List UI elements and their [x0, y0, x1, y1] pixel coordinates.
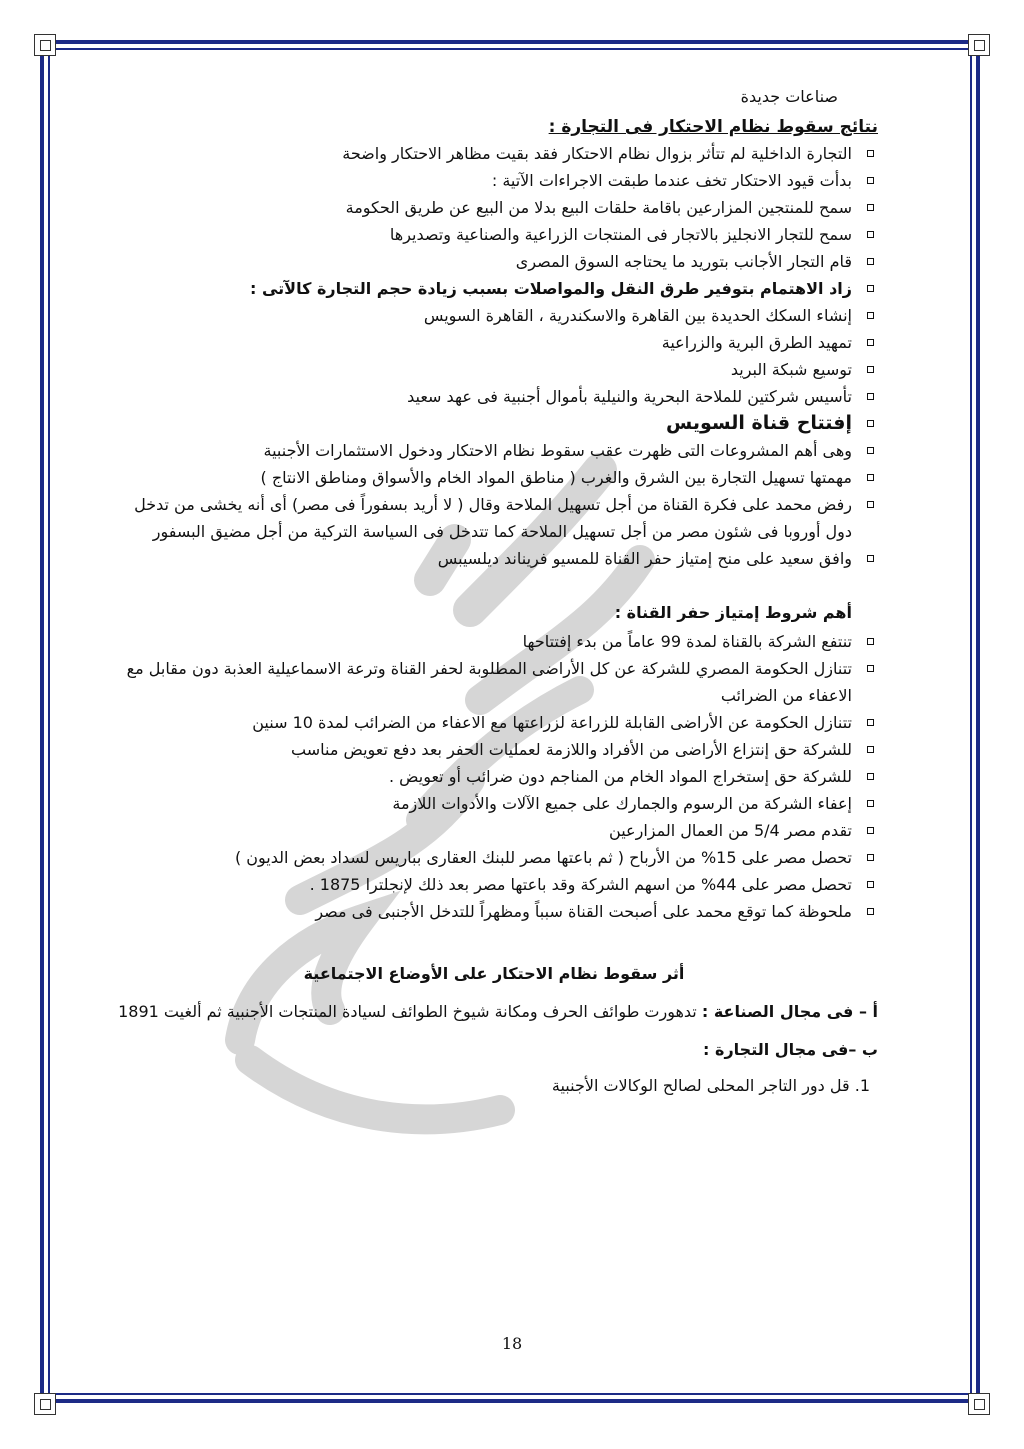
monopoly-results-list	[110, 140, 878, 572]
page-header: صناعات جديدة	[740, 87, 838, 106]
item-number: 1.	[854, 1076, 870, 1095]
list-item: تتنازل الحكومة عن الأراضى القابلة للزراعة لزراعتها مع الاعفاء من الضرائب لمدة 10 سنين	[110, 709, 878, 736]
numbered-item	[110, 1071, 878, 1101]
corner-ornament	[968, 34, 990, 56]
industry-label: أ – فى مجال الصناعة :	[701, 1002, 878, 1021]
corner-ornament	[968, 1393, 990, 1415]
list-item: تنتفع الشركة بالقناة لمدة 99 عاماً من بدء إفتتاحها	[110, 628, 878, 655]
document-body	[110, 80, 878, 1101]
list-item-heading: إفتتاح قناة السويس	[110, 410, 878, 437]
list-item: للشركة حق إستخراج المواد الخام من المناجم دون ضرائب أو تعويض .	[110, 763, 878, 790]
canal-terms-list	[110, 628, 878, 925]
list-item: وافق سعيد على منح إمتياز حفر القناة للمسيو فريناند ديلسيبس	[110, 545, 878, 572]
list-item: وهى أهم المشروعات التى ظهرت عقب سقوط نظام الاحتكار ودخول الاستثمارات الأجنبية	[110, 437, 878, 464]
section-title-monopoly-results: نتائج سقوط نظام الاحتكار فى التجارة :	[548, 117, 878, 137]
corner-ornament	[34, 34, 56, 56]
list-item: التجارة الداخلية لم تتأثر بزوال نظام الاحتكار فقد بقيت مظاهر الاحتكار واضحة	[110, 140, 878, 167]
list-item: بدأت قيود الاحتكار تخف عندما طبقت الاجراءات الآتية :	[110, 167, 878, 194]
section-title-social-effects: أثر سقوط نظام الاحتكار على الأوضاع الاجتماعية	[303, 964, 685, 983]
list-item: تقدم مصر 5/4 من العمال المزارعين	[110, 817, 878, 844]
item-text: قل دور التاجر المحلى لصالح الوكالات الأجنبية	[551, 1076, 850, 1095]
corner-ornament	[34, 1393, 56, 1415]
list-item: إعفاء الشركة من الرسوم والجمارك على جميع الآلات والأدوات اللازمة	[110, 790, 878, 817]
page-number: 18	[501, 1334, 523, 1353]
list-item: تمهيد الطرق البرية والزراعية	[110, 329, 878, 356]
list-item: تحصل مصر على 44% من اسهم الشركة وقد باعتها مصر بعد ذلك لإنجلترا 1875 .	[110, 871, 878, 898]
list-item: تتنازل الحكومة المصري للشركة عن كل الأراضى المطلوبة لحفر القناة وترعة الاسماعيلية العذبة دون مقابل مع الاعفاء من الضرائب	[110, 655, 878, 709]
list-item: قام التجار الأجانب بتوريد ما يحتاجه السوق المصرى	[110, 248, 878, 275]
industry-text: تدهورت طوائف الحرف ومكانة شيوخ الطوائف لسيادة المنتجات الأجنبية ثم ألغيت 1891	[118, 1002, 697, 1021]
list-item: تأسيس شركتين للملاحة البحرية والنيلية بأموال أجنبية فى عهد سعيد	[110, 383, 878, 410]
trade-label: ب –فى مجال التجارة :	[703, 1040, 878, 1059]
list-item: توسيع شبكة البريد	[110, 356, 878, 383]
section-title-canal-terms: أهم شروط إمتياز حفر القناة :	[614, 603, 852, 622]
list-item: سمح للتجار الانجليز بالاتجار فى المنتجات الزراعية والصناعية وتصديرها	[110, 221, 878, 248]
list-item: رفض محمد على فكرة القناة من أجل تسهيل الملاحة وقال ( لا أريد بسفوراً فى مصر) أى أنه يخشى من تدخل دول أوروبا فى شئون مصر من أجل تسهيل الملاحة كما تتدخل فى السياسة التركية من أجل مضيق البسفور	[110, 491, 878, 545]
list-item: ملحوظة كما توقع محمد على أصبحت القناة سبباً ومظهراً للتدخل الأجنبى فى مصر	[110, 898, 878, 925]
list-item: سمح للمنتجين المزارعين باقامة حلقات البيع بدلا من البيع عن طريق الحكومة	[110, 194, 878, 221]
list-item: تحصل مصر على 15% من الأرباح ( ثم باعتها مصر للبنك العقارى بباريس لسداد بعض الديون )	[110, 844, 878, 871]
list-item: مهمتها تسهيل التجارة بين الشرق والغرب ( مناطق المواد الخام والأسواق ومناطق الانتاج )	[110, 464, 878, 491]
list-item: للشركة حق إنتزاع الأراضى من الأفراد واللازمة لعمليات الحفر بعد دفع تعويض مناسب	[110, 736, 878, 763]
list-item: زاد الاهتمام بتوفير طرق النقل والمواصلات بسبب زيادة حجم التجارة كالآتى :	[110, 275, 878, 302]
trade-heading	[110, 1035, 878, 1065]
industry-paragraph	[110, 997, 878, 1027]
list-item: إنشاء السكك الحديدة بين القاهرة والاسكندرية ، القاهرة السويس	[110, 302, 878, 329]
